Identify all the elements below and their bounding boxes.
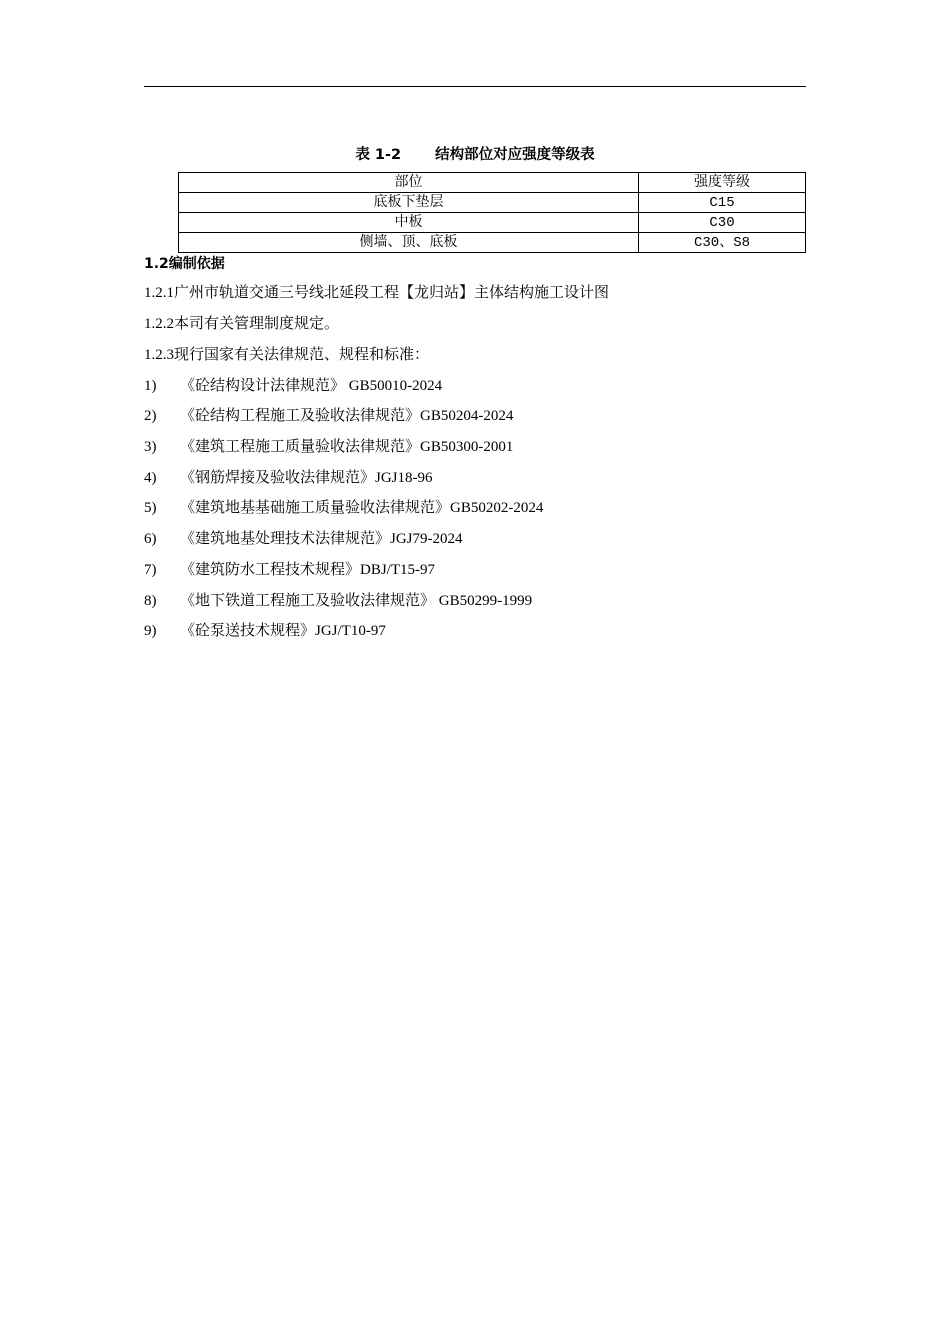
table-caption <box>144 145 806 165</box>
header-cell-grade: 强度等级 <box>639 173 806 193</box>
header-cell-part: 部位 <box>179 173 639 193</box>
list-item-text: 《砼结构工程施工及验收法律规范》GB50204-2024 <box>180 408 514 424</box>
strength-grade-table <box>178 172 806 253</box>
list-item <box>144 406 513 426</box>
table-cell: 中板 <box>179 213 639 233</box>
table-header-row <box>179 173 806 193</box>
list-item <box>144 468 433 488</box>
list-item-number: 4) <box>144 470 157 486</box>
list-item-number: 5) <box>144 500 157 516</box>
list-item <box>144 591 532 611</box>
table-cell: C30、S8 <box>639 233 806 253</box>
table-cell: C15 <box>639 193 806 213</box>
list-item-number: 1) <box>144 378 157 394</box>
list-item-number: 2) <box>144 408 157 424</box>
list-item-text: 《建筑防水工程技术规程》DBJ/T15-97 <box>180 562 436 578</box>
list-item-text: 《地下铁道工程施工及验收法律规范》 GB50299-1999 <box>180 593 533 609</box>
table-caption-title: 结构部位对应强度等级表 <box>435 147 595 163</box>
list-item <box>144 621 386 641</box>
list-item-text: 《建筑地基基础施工质量验收法律规范》GB50202-2024 <box>180 500 544 516</box>
table-cell: 侧墙、顶、底板 <box>179 233 639 253</box>
table-cell: C30 <box>639 213 806 233</box>
list-item-text: 《建筑工程施工质量验收法律规范》GB50300-2001 <box>180 439 514 455</box>
table-row <box>179 233 806 253</box>
list-item <box>144 498 543 518</box>
list-item <box>144 437 513 457</box>
paragraph: 1.2.1广州市轨道交通三号线北延段工程【龙归站】主体结构施工设计图 <box>144 285 610 301</box>
paragraph: 1.2.3现行国家有关法律规范、规程和标准： <box>144 347 430 363</box>
list-item-text: 《钢筋焊接及验收法律规范》JGJ18-96 <box>180 470 433 486</box>
table-caption-number: 表 1-2 <box>355 147 402 163</box>
list-item-text: 《砼泵送技术规程》JGJ/T10-97 <box>180 623 386 639</box>
list-item-text: 《砼结构设计法律规范》 GB50010-2024 <box>180 378 443 394</box>
list-item-number: 9) <box>144 623 157 639</box>
list-item <box>144 560 435 580</box>
list-item-text: 《建筑地基处理技术法律规范》JGJ79-2024 <box>180 531 463 547</box>
list-item-number: 8) <box>144 593 157 609</box>
list-item-number: 3) <box>144 439 157 455</box>
table-row <box>179 213 806 233</box>
header-rule <box>144 86 806 87</box>
list-item-number: 6) <box>144 531 157 547</box>
list-item-number: 7) <box>144 562 157 578</box>
table-row <box>179 193 806 213</box>
paragraph: 1.2.2本司有关管理制度规定。 <box>144 316 340 332</box>
list-item <box>144 529 463 549</box>
table-cell: 底板下垫层 <box>179 193 639 213</box>
list-item <box>144 376 442 396</box>
section-heading: 1.2编制依据 <box>144 256 225 272</box>
